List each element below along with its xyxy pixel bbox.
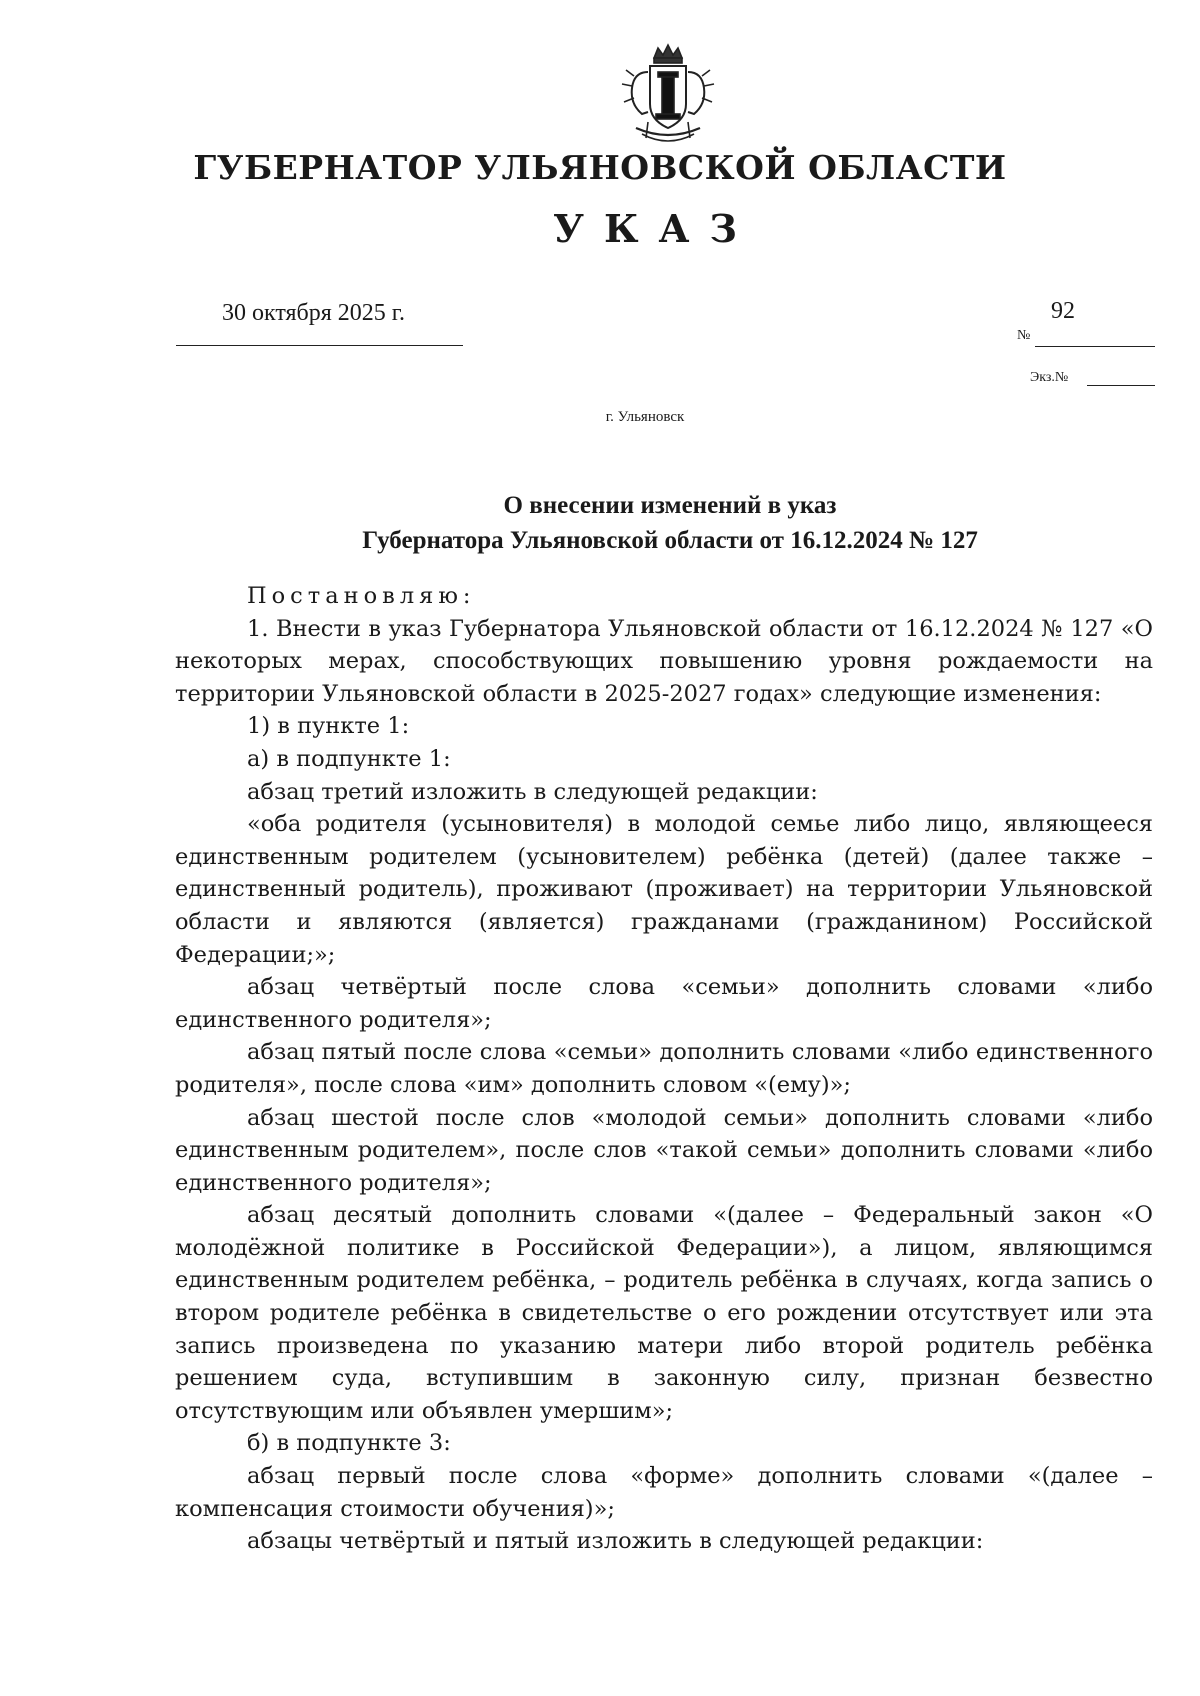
body-paragraph: а) в подпункте 1: bbox=[247, 745, 451, 772]
coat-of-arms-icon bbox=[608, 42, 728, 152]
document-date: 30 октября 2025 г. bbox=[222, 300, 405, 326]
body-paragraph: абзацы четвёртый и пятый изложить в следующей редакции: bbox=[247, 1528, 984, 1555]
copy-number-label: Экз.№ bbox=[1030, 370, 1069, 385]
date-underline bbox=[176, 345, 463, 346]
body-paragraph: 1) в пункте 1: bbox=[247, 713, 410, 740]
number-label: № bbox=[1017, 328, 1031, 343]
body-paragraph: Постановляю: bbox=[247, 583, 476, 609]
body-paragraph: абзац десятый дополнить словами «(далее – Федеральный закон «О молодёжной политике в Российской Федерации»), а лицом, являющимся единственным родителем ребёнка, – родитель ребёнка в случаях, когда запись о втором родителе ребёнка в свидетельстве о его рождении отсутствует или эта запись произведена по указанию матери либо второй родитель ребёнка решением суда, вступившим в законную силу, признан безвестно отсутствующим или объявлен умершим»; bbox=[175, 1202, 1153, 1424]
document-body bbox=[175, 580, 1153, 1558]
body-paragraph: б) в подпункте 3: bbox=[247, 1430, 451, 1457]
number-underline bbox=[1035, 346, 1155, 347]
subject-line-2: Губернатора Ульяновской области от 16.12.2024 № 127 bbox=[362, 527, 978, 554]
document-subject bbox=[290, 488, 1050, 558]
body-paragraph: абзац пятый после слова «семьи» дополнить словами «либо единственного родителя», после слова «им» дополнить словом «(ему)»; bbox=[175, 1039, 1153, 1098]
body-paragraph: абзац третий изложить в следующей редакции: bbox=[247, 778, 818, 805]
copy-number-underline bbox=[1087, 385, 1155, 386]
subject-line-1: О внесении изменений в указ bbox=[503, 492, 837, 519]
issue-city: г. Ульяновск bbox=[605, 409, 685, 425]
body-paragraph: абзац первый после слова «форме» дополнить словами «(далее – компенсация стоимости обучения)»; bbox=[175, 1463, 1153, 1522]
body-paragraph: «оба родителя (усыновителя) в молодой семье либо лицо, являющееся единственным родителем (усыновителем) ребёнка (детей) (далее также – единственный родитель), проживают (проживает) на территории Ульяновской области и являются (является) гражданами (гражданином) Российской Федерации;»; bbox=[175, 811, 1153, 968]
body-paragraph: абзац четвёртый после слова «семьи» дополнить словами «либо единственного родителя»; bbox=[175, 974, 1153, 1033]
body-paragraph: 1. Внести в указ Губернатора Ульяновской области от 16.12.2024 № 127 «О некоторых мерах, способствующих повышению уровня рождаемости на территории Ульяновской области в 2025-2027 годах» следующие изменения: bbox=[175, 615, 1153, 707]
issuer-title: ГУБЕРНАТОР УЛЬЯНОВСКОЙ ОБЛАСТИ bbox=[193, 148, 1007, 187]
body-paragraph: абзац шестой после слов «молодой семьи» дополнить словами «либо единственным родителем», после слов «такой семьи» дополнить словами «либо единственного родителя»; bbox=[175, 1104, 1153, 1196]
document-number: 92 bbox=[1051, 298, 1075, 324]
document-type: УКАЗ bbox=[553, 206, 757, 251]
